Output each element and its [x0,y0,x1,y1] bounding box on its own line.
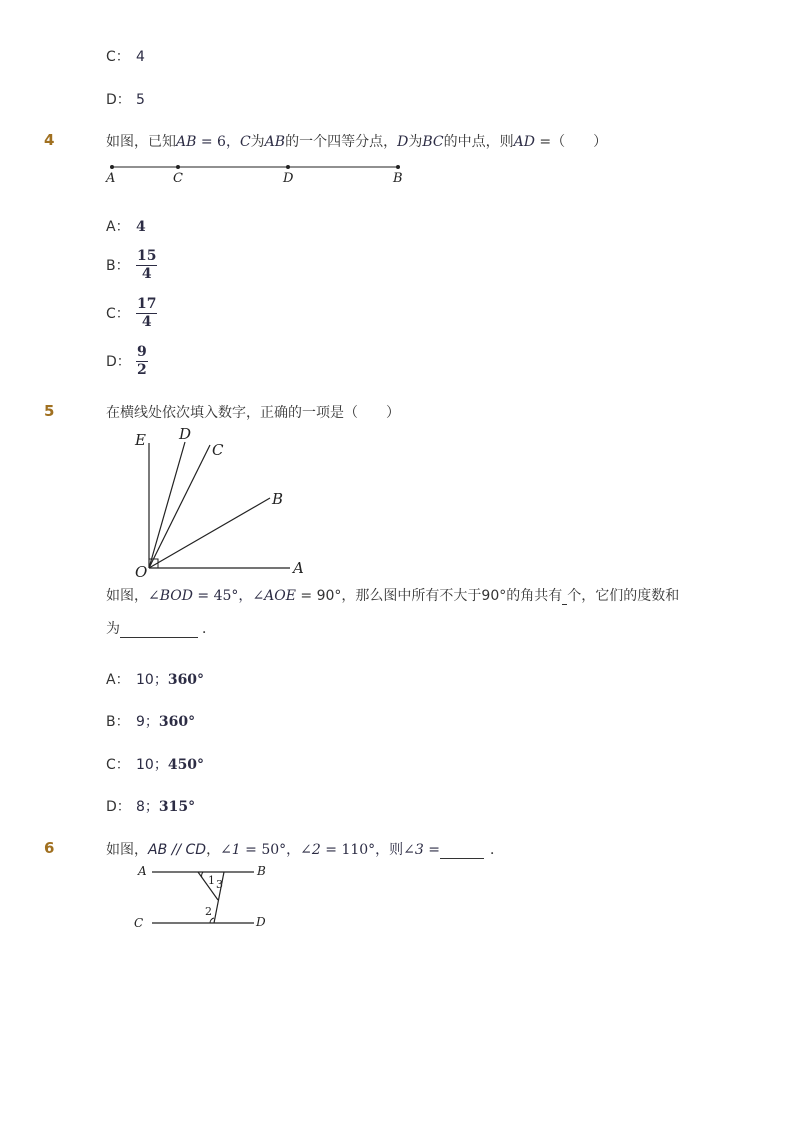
question-text-5-line2: 为 ． [106,621,216,637]
label-b: B [257,864,266,878]
label-o: O [135,563,148,581]
angle-label-3: 3 [216,878,223,891]
label-d: D [283,171,294,186]
option-d[interactable]: D： 8；315° [106,799,196,815]
ray-ob [149,498,270,568]
point-c [176,165,180,169]
fraction: $\frac{17}{4}$ [137,296,157,330]
label-a: A [138,864,147,878]
label-a: A [106,171,116,186]
label-c: C [212,441,224,459]
option-b[interactable]: B： 9；360° [106,714,196,730]
option-c[interactable]: C： $\frac{17}{4}$ [106,296,157,330]
option-c[interactable]: C： 10；450° [106,757,205,773]
point-d [286,165,290,169]
question-stem-5: 在横线处依次填入数字，正确的一项是（ ） [106,405,400,421]
point-a [110,165,114,169]
point-b [396,165,400,169]
segment-figure-q4 [100,158,410,188]
question-number-6: 6 [44,839,55,857]
option-a[interactable]: A： 4 [106,219,146,235]
angles-figure-q5 [130,425,320,580]
label-e: E [135,431,146,449]
angle-label-1: 1 [208,874,215,887]
label-c: C [173,171,183,186]
option-a[interactable]: A： 10；360° [106,672,205,688]
option-b[interactable]: B： $\frac{15}{4}$ [106,248,157,282]
question-number-5: 5 [44,402,55,420]
fraction: $\frac{9}{2}$ [137,344,147,378]
option-d[interactable]: D： $\frac{9}{2}$ [106,344,147,378]
question-stem-4: 如图，已知AB = 6，C为AB的一个四等分点，D为BC的中点，则AD =（ ） [106,134,608,150]
blank-angle3 [440,842,484,859]
blank-degree-sum [120,621,198,638]
parallel-lines-figure-q6 [130,860,280,935]
angle-label-2: 2 [205,905,212,918]
label-b: B [272,490,284,508]
question-text-5-line1: 如图，∠BOD = 45°，∠AOE = 90°，那么图中所有不大于90°的角共有 个，它们的度数和 [106,588,680,604]
label-a: A [293,559,304,577]
label-c: C [134,916,144,930]
ray-oc [149,445,210,568]
question-stem-6: 如图，AB // CD，∠1 = 50°，∠2 = 110°，则∠3 = ． [106,842,504,858]
question-number-4: 4 [44,131,55,149]
label-b: B [393,171,403,186]
label-d: D [179,425,192,443]
option-d[interactable]: D： 5 [106,92,145,108]
fraction: $\frac{15}{4}$ [137,248,157,282]
option-c[interactable]: C： 4 [106,49,145,65]
label-d: D [256,915,266,929]
angle-arc-2 [210,918,214,923]
